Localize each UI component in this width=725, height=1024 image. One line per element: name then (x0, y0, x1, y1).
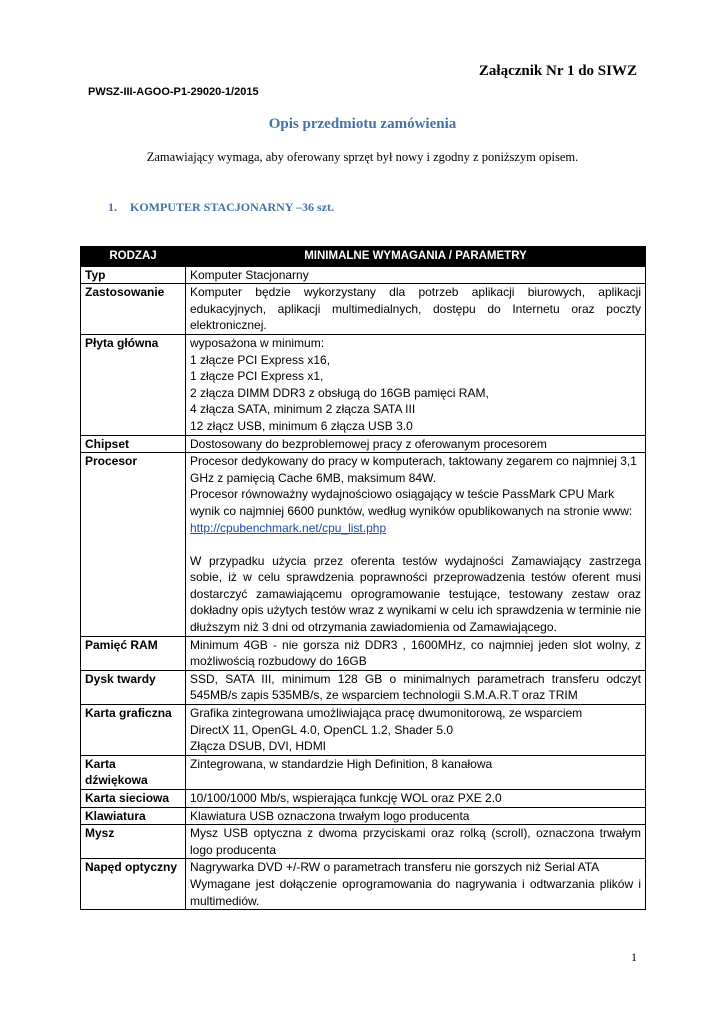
row-value (186, 705, 646, 756)
row-value: SSD, SATA III, minimum 128 GB o minimalnych parametrach transferu odczyt 545MB/s zapis 535MB/s, ze wsparciem technologii S.M.A.R.T oraz TRIM (186, 670, 646, 704)
table-row (81, 435, 646, 453)
row-value-line: 12 złącz USB, minimum 6 złącza USB 3.0 (190, 418, 413, 433)
row-value: Mysz USB optyczna z dwoma przyciskami oraz rolką (scroll), oznaczona trwałym logo producenta (186, 825, 646, 859)
row-name: Zastosowanie (81, 284, 186, 335)
table-row (81, 825, 646, 859)
row-name: Karta sieciowa (81, 790, 186, 808)
cpubenchmark-link[interactable]: http://cpubenchmark.net/cpu_list.php (190, 520, 387, 535)
processor-paragraph-2 (190, 486, 641, 536)
table-row (81, 284, 646, 335)
row-value: Zintegrowana, w standardzie High Definition, 8 kanałowa (186, 755, 646, 789)
page-title: Opis przedmiotu zamówienia (268, 116, 457, 132)
row-value-line: 1 złącze PCI Express x1, (190, 369, 324, 384)
row-value (186, 334, 646, 435)
row-value: 10/100/1000 Mb/s, wspierająca funkcję WOL oraz PXE 2.0 (186, 790, 646, 808)
row-value: Minimum 4GB - nie gorsza niż DDR3 , 1600MHz, co najmniej jeden slot wolny, z możliwością rozbudowy do 16GB (186, 636, 646, 670)
row-value-line: Złącza DSUB, DVI, HDMI (190, 739, 327, 754)
row-name: Procesor (81, 453, 186, 637)
table-row (81, 266, 646, 284)
row-value-line: 4 złącza SATA, minimum 2 złącza SATA III (190, 402, 416, 417)
row-name: Płyta główna (81, 334, 186, 435)
row-name: Pamięć RAM (81, 636, 186, 670)
section-label: KOMPUTER STACJONARNY –36 szt. (130, 200, 334, 214)
column-header-type: RODZAJ (81, 247, 186, 267)
section-heading (108, 200, 334, 215)
row-name: Mysz (81, 825, 186, 859)
row-value-line: Wymagane jest dołączenie oprogramowania do nagrywania i odtwarzania plików i multimediów. (190, 876, 641, 908)
row-value-line: DirectX 11, OpenGL 4.0, OpenCL 1.2, Shader 5.0 (190, 722, 454, 737)
row-name: Napęd optyczny (81, 859, 186, 910)
table-row (81, 453, 646, 637)
table-row (81, 859, 646, 910)
column-header-requirements: MINIMALNE WYMAGANIA / PARAMETRY (186, 247, 646, 267)
row-name: Typ (81, 266, 186, 284)
processor-paragraph-1: Procesor dedykowany do pracy w komputerach, taktowany zegarem co najmniej 3,1 GHz z pamięcią Cache 6MB, maksimum 84W. (190, 454, 637, 485)
row-value-line: 1 złącze PCI Express x16, (190, 352, 331, 367)
row-value: Dostosowany do bezproblemowej pracy z oferowanym procesorem (186, 435, 646, 453)
table-row (81, 334, 646, 435)
table-row (81, 670, 646, 704)
table-row (81, 755, 646, 789)
row-name: Chipset (81, 435, 186, 453)
row-name: Karta graficzna (81, 705, 186, 756)
row-value-line: Nagrywarka DVD +/-RW o parametrach transferu nie gorszych niż Serial ATA (190, 860, 600, 875)
row-value: Komputer będzie wykorzystany dla potrzeb aplikacji biurowych, aplikacji edukacyjnych, aplikacji multimedialnych, dostępu do Internetu oraz poczty elektronicznej. (186, 284, 646, 335)
table-row (81, 790, 646, 808)
row-value-line: Grafika zintegrowana umożliwiająca pracę dwumonitorową, ze wsparciem (190, 706, 583, 721)
table-header-row (81, 247, 646, 267)
page-number: 1 (631, 950, 637, 964)
reference-number: PWSZ-III-AGOO-P1-29020-1/2015 (88, 86, 259, 98)
table-row (81, 636, 646, 670)
table-row (81, 807, 646, 825)
row-value: Klawiatura USB oznaczona trwałym logo producenta (186, 807, 646, 825)
row-value (186, 453, 646, 637)
spec-table (80, 246, 646, 910)
row-name: Karta dźwiękowa (81, 755, 186, 789)
row-name: Klawiatura (81, 807, 186, 825)
row-value-line: wyposażona w minimum: (190, 335, 325, 350)
table-row (81, 705, 646, 756)
annex-label: Załącznik Nr 1 do SIWZ (478, 63, 637, 79)
processor-paragraph-2-text: Procesor równoważny wydajnościowo osiągający w teście PassMark CPU Mark wynik co najmniej 6600 punktów, według wyników opublikowanych na stronie www: (190, 487, 633, 518)
intro-text: Zamawiający wymaga, aby oferowany sprzęt był nowy i zgodny z poniższym opisem. (146, 150, 579, 164)
row-value: Komputer Stacjonarny (186, 266, 646, 284)
paragraph-gap (190, 536, 641, 553)
section-number: 1. (108, 200, 117, 214)
processor-paragraph-3: W przypadku użycia przez oferenta testów wydajności Zamawiający zastrzega sobie, iż w celu sprawdzenia poprawności przeprowadzenia testów oferent musi dostarczyć zamawiającemu oprogramowanie testujące, testowany zestaw oraz dokładny opis użytych testów wraz z wynikami w celu ich sprawdzenia w terminie nie dłuższym niż 3 dni od otrzymania zawiadomienia od Zamawiającego. (190, 553, 641, 635)
row-name: Dysk twardy (81, 670, 186, 704)
row-value-line: 2 złącza DIMM DDR3 z obsługą do 16GB pamięci RAM, (190, 385, 489, 400)
row-value (186, 859, 646, 910)
